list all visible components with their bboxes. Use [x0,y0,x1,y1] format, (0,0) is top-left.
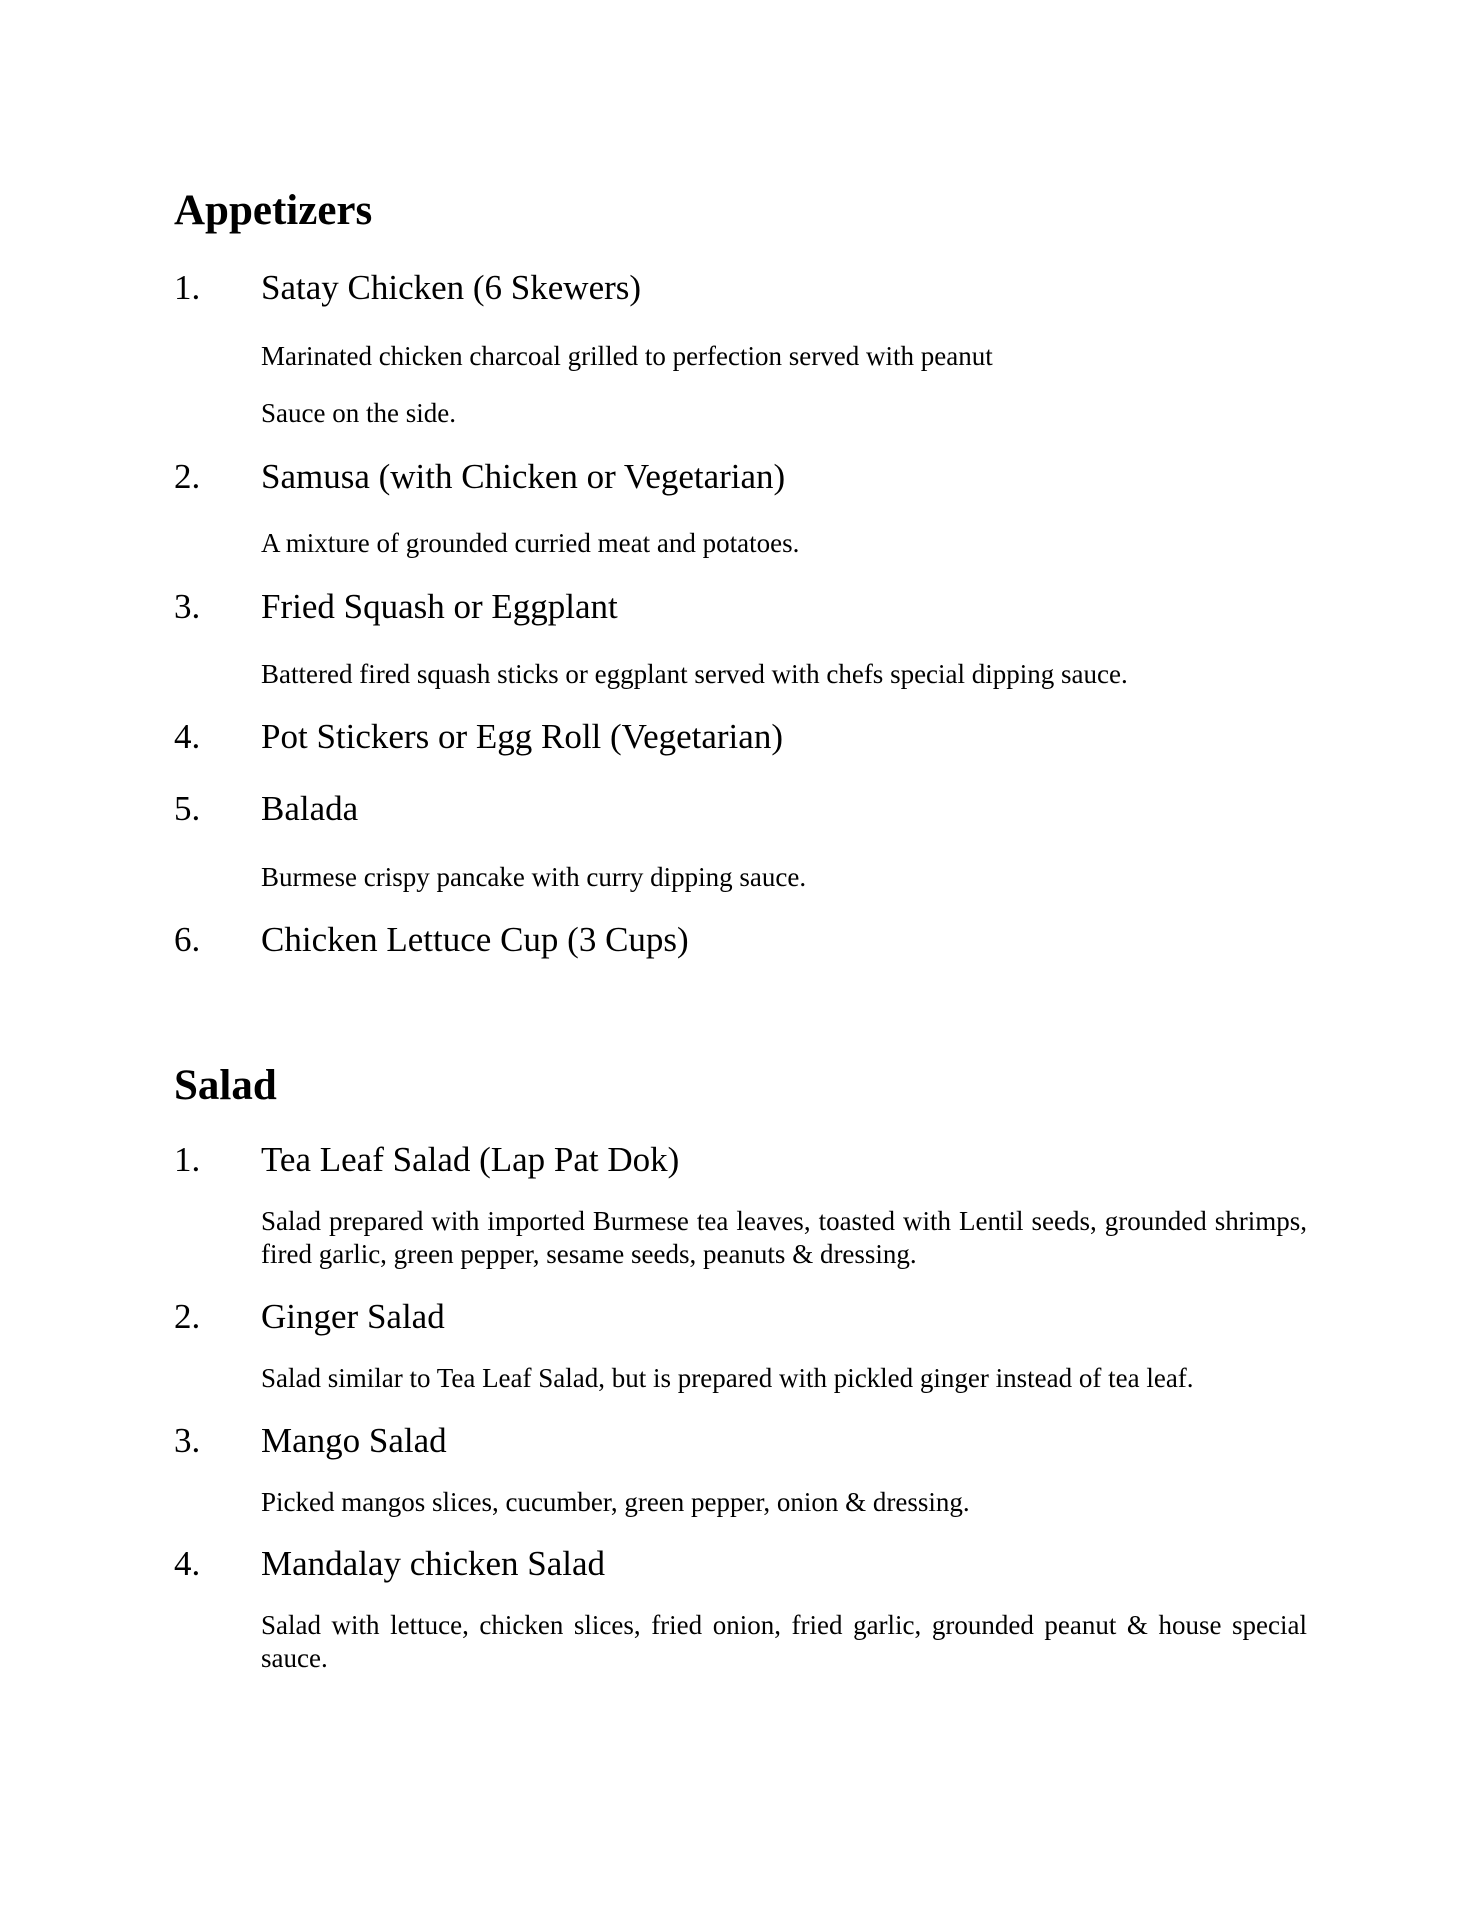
item-name: Samusa (with Chicken or Vegetarian) [261,457,786,496]
item-description-line: A mixture of grounded curried meat and potatoes. [261,528,800,558]
item-number: 2. [174,1297,201,1336]
item-name: Mandalay chicken Salad [261,1544,606,1583]
item-description-line: Marinated chicken charcoal grilled to perfection served with peanut [261,341,993,371]
section-title-appetizers: Appetizers [174,187,373,234]
item-number: 4. [174,1544,201,1583]
item-description: Salad prepared with imported Burmese tea leaves, toasted with Lentil seeds, grounded shrimps, fired garlic, green pepper, sesame seeds, peanuts & dressing. [261,1206,1307,1269]
item-name: Fried Squash or Eggplant [261,587,618,626]
item-number: 3. [174,587,201,626]
item-description: Picked mangos slices, cucumber, green pepper, onion & dressing. [261,1487,970,1517]
item-number: 1. [174,1140,201,1179]
item-name: Balada [261,789,359,828]
item-name: Pot Stickers or Egg Roll (Vegetarian) [261,717,783,756]
item-number: 1. [174,268,201,307]
item-number: 2. [174,457,201,496]
item-name: Mango Salad [261,1421,447,1460]
item-name: Ginger Salad [261,1297,445,1336]
item-description-line: Battered fired squash sticks or eggplant served with chefs special dipping sauce. [261,659,1128,689]
item-number: 6. [174,920,201,959]
item-number: 5. [174,789,201,828]
item-description-line: Burmese crispy pancake with curry dipping sauce. [261,862,807,892]
item-name: Satay Chicken (6 Skewers) [261,268,642,307]
item-description: Salad with lettuce, chicken slices, fried onion, fried garlic, grounded peanut & house special sauce. [261,1610,1307,1673]
item-description: Salad similar to Tea Leaf Salad, but is prepared with pickled ginger instead of tea leaf. [261,1363,1194,1393]
item-name: Chicken Lettuce Cup (3 Cups) [261,920,689,959]
item-name: Tea Leaf Salad (Lap Pat Dok) [261,1140,680,1179]
item-number: 3. [174,1421,201,1460]
section-title-salad: Salad [174,1062,277,1109]
item-description-line: Sauce on the side. [261,398,456,428]
item-number: 4. [174,717,201,756]
